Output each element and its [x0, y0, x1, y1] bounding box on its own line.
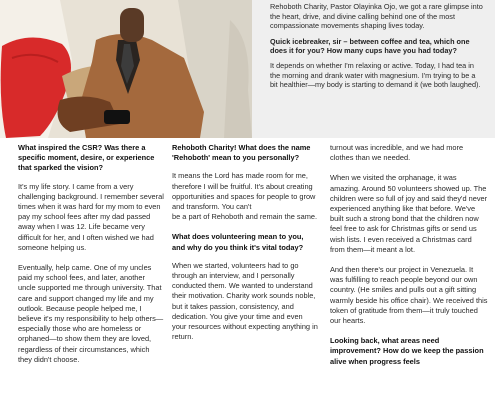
intro-text: Rehoboth Charity, Pastor Olayinka Ojo, we got a rare glimpse into the heart, drive, and divine calling behind one of the most compassionate movements shaping lives today. — [270, 2, 483, 31]
answer-name-meaning: It means the Lord has made room for me, therefore I will be fruitful. It's about creating opportunities and spaces for people to grow and transform. You can't — [172, 171, 316, 212]
portrait-illustration — [0, 0, 252, 138]
question-rehoboth-name: Rehoboth Charity! What does the name 'Rehoboth' mean to you personally? — [172, 143, 311, 163]
paragraph-venezuela: And then there's our project in Venezuela. It was fulfilling to reach people beyond our own country. (He smiles and pulls out a gift sitting warmly beside his office chair). We received this token of gratitude from them—it truly touched our hearts. — [330, 265, 488, 326]
article-column-1 — [18, 143, 164, 375]
portrait-photo — [0, 0, 252, 138]
question-csr: What inspired the CSR? Was there a specific moment, desire, or experience that sparked the vision? — [18, 143, 155, 173]
paragraph-orphanage: When we visited the orphanage, it was amazing. Around 50 volunteers showed up. The children were so full of joy and said they'd never experienced anything like that before. We've built such a strong bond that the children now feel free to ask for Christmas gifts or send us wish lists. I even received a Christmas card from them—it meant a lot. — [330, 173, 488, 254]
answer-name-meaning-cont: be a part of Rehoboth and remain the same. — [172, 212, 318, 222]
intro-panel — [252, 0, 495, 138]
answer-volunteering: When we started, volunteers had to go through an interview, and I personally conducted them. We wanted to understand their motivation. Charity work sounds noble, but it takes passion, consistency, and dedication. You give your time and even your resources without expecting anything in return. — [172, 260, 318, 342]
answer-help-came: Eventually, help came. One of my uncles paid my school fees, and later, another uncle supported me through university. That care and support changed my life and my outlook. Because people helped me, I believe it's my responsibility to help others—especially those who are homeless or orphaned—to show them they are loved, regardless of their circumstances, which they didn't choose. — [18, 263, 164, 364]
article-column-2 — [172, 143, 318, 352]
paragraph-turnout: turnout was incredible, and we had more clothes than we needed. — [330, 143, 464, 163]
icebreaker-question: Quick icebreaker, sir – between coffee and tea, which one does it for you? How many cups have you had today? — [270, 36, 470, 56]
icebreaker-answer: It depends on whether I'm relaxing or active. Today, I had tea in the morning and drank water with magnesium. I'm trying to be a bit healthier—my body is starting to demand it (we both laughed). — [270, 60, 481, 90]
article-column-3 — [330, 143, 488, 375]
question-improvement: Looking back, what areas need improvement? How do we keep the passion alive when progress feels — [330, 336, 484, 366]
answer-life-story: It's my life story. I came from a very challenging background. I remember several times when it was hard for my mom to even pay my school fees after my dad passed away when I was 12. Life became very difficult for her, and I often wished we had someone helping us. — [18, 181, 164, 252]
question-volunteering: What does volunteering mean to you, and why do you think it's vital today? — [172, 232, 304, 252]
